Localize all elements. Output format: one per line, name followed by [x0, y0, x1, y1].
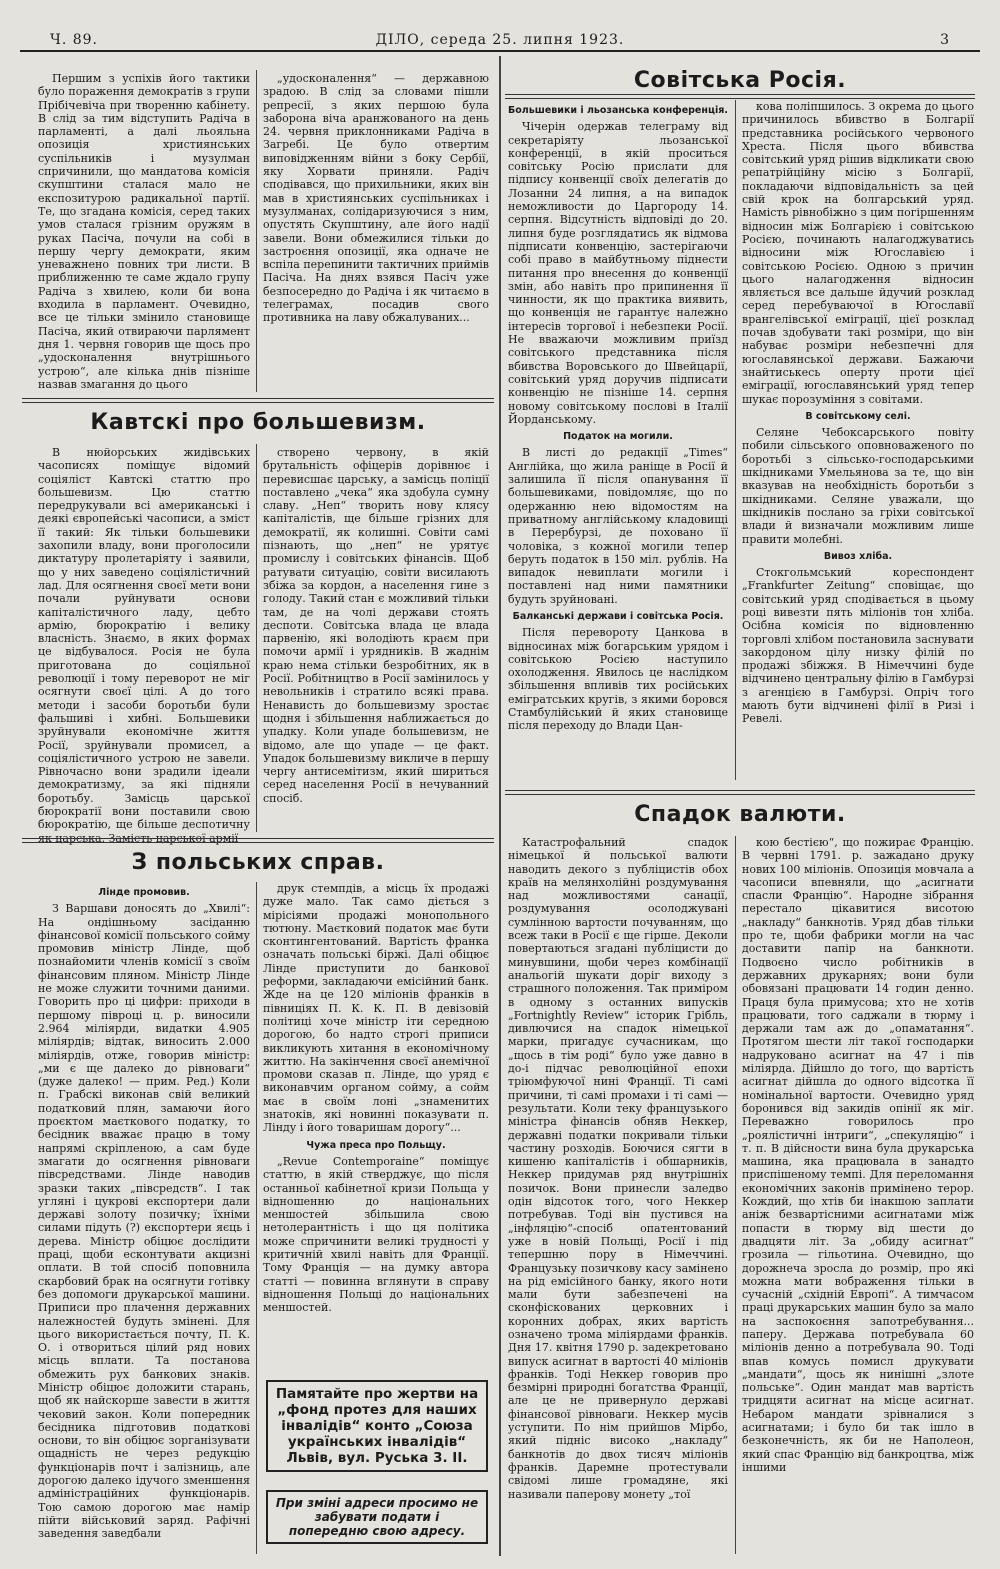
currency-headline: Спадок валюти.	[634, 802, 846, 827]
masthead-title: ДІЛО, середа 25. липня 1923.	[375, 32, 625, 48]
currency-column-1: Катастрофальний спадок німецької й польської валюти наводить декого з публіцистів обох країв на мелянхолійні роздумування над можливостями санації, роздумування осолоджувані сумлінною вартости почуванням, що всеж таки в Росії є ще гірше. Деколи повертаються згадані публіцисти до минувшини, щоби через комбінації анальогій шукати доріг виходу з страшного положення. Так приміром в одному з останних випусків „Fortnightly Review“ історик Грібль, дивлючися на спадок німецької марки, пригадує сучасникам, що „щось в тім рoді“ було уже давно в до-і підчас революційної епохи тріюмфуючої нині Франції. Ті самі причини, ті самі промахи і ті самі — результати. Коли теку французького міністра фінансів обняв Неккер, державні податки покривали тільки частину розходів. Боючися сягти в кишеню капіталістів і обшарників, Неккер придумав ряд внутрішніх позичок. Вони принесли заледво одін відсоток того, чого Неккер потребував. Тоді він пустився на „інфляцію“-спосіб опатентований уже в новій Польщі, Росії і під тепершню пору в Німеччині. Французьку позичкову касу замінено на рід емісійного банку, якого ноти мали бути забезпечені на сконфіскованих церковних і коронних добрах, яких вартість означено трома міліярдами франків. Дня 17. квітня 1790 р. задекретовано випуск асигнат в вартості 40 міліонів франків. Тоді Неккер говорив про безмірні природні богатства Франції, але це не привернуло державі фінансової рівноваги. Неккер мусів уступити. По нім прийшов Мірбо, який підніс високо „накладу“ банкнотів до двох тисяч міліонів франків. Даремне протестували свідомі лише громадяне, які називали паперову монету „тої	[508, 836, 728, 1501]
polish-headline: З польських справ.	[131, 850, 385, 875]
kautsky-headline: Кавтскі про большевизм.	[90, 410, 426, 435]
soviet-subhead-graves: Податок на могили.	[563, 431, 673, 443]
polish-column-2: друк стемпдів, а місць їх продажі дуже мало. Так само діється з мірісіями продажі монопольного тютюну. Маєтковий податок має бути сконтингентований. Вартість франка означать польські біржі. Далі обіцює Лінде приступити до банкової реформи, закладаючи емісійний банк. Жде на це 120 міліонів франків в півниціях П. К. К. П. В девізовій політиці хоче міністр іти середною дорогою, бо надто строгі приписи викликують хитання в економічному життю. На закінчення своєї анемічної промови сказав п. Лінде, що уряд є виконавчим органом сойму, а сойм має в своїм лоні „знаменитих знатоків, які новинні показувати п. Лінду і його товаришам дорогу“... Чужа преса про Польщу. „Revue Contemporaine“ поміщує статтю, в якій стверджує, що після останньої кабінетної кризи Польща у відношенню до національних меншостей збільшила свою нетолерантність і що ця політика може спричинити великі трудності у критичній хвилі навіть для Франції. Тому Франція — на думку автора статті — повинна вглянути в справу відношення Польщі до національних меншостей.	[263, 882, 489, 1315]
issue-number: Ч. 89.	[50, 32, 98, 48]
soviet-column-2: кова поліпшилось. З окрема до цього причинилось вбивство в Болгарії представника російського червоного Хреста. Після цього вбивства совітський уряд рішив відкликати свою репатрійційну місію з Болгарії, покладаючи відповідальність за цей свій крок на болгарський уряд. Намість рівнобіжно з цим погіршенням відносин між Болгарією і совітською Росією, починають налагоджуватись відносини між Югославією і совітською Росією. Одною з причин цього налагодження відносин являється все дальше йдучий розклад серед перебуваючої в Югославії врангелівської еміграції, цієї розклад почав здобувати такі розміри, що він набуває розміри небезпечні для югославянської держави. Бажаючи знайтиськесь оперту проти цієї еміграції, югославянський уряд тепер шукає порозуміння з совітами. В совітському селі. Селяне Чебоксарського повіту побили сільського оповноваженого по боротьбі з сільсько-господарськими шкідниками Умельянова за те, що він вказував на необхідність боротьби з шкідниками. Селяне уважали, що шкідників послано за гріхи совітської влади й визначали можливим лише правити молебні. Вивоз хліба. Стокгольмський кореспондент „Frankfurter Zeitung“ сповіщає, що совітський уряд сподівається в цьому році вивезти пять міліонів тон хліба. Осібна комісія по відновленню торговлі хлібом постановила заснувати закордоном цілу низку філій по продажі збіжжя. В Німеччині буде відчинено центральну філію в Гамбурзі з агенцією в Гамбурзі. Опріч того мають бути відчинені філії в Ризі і Ревелі.	[742, 100, 974, 726]
polish-subhead-press: Чужа преса про Польщу.	[306, 1139, 446, 1151]
kautsky-column-1: В нюйорських жидівських часописях поміщує відомий соціяліст Кавтскі статтю про большевизм. Цю статтю передрукували всі американські і деякі європейські часописи, а зміст її такий: Як тільки большевики захопили владу, вони проголосили диктатуру пролетаріяту і заявили, що у них заведено соціялістичний лад. Для осягнення своєї мети вони почали руйнувати основи капіталістичного ладу, цебто армію, бюрократію і велику власність. Знаємо, в яких формах це відбувалося. Росія не була приготована до соціяльної революції і тому переворот не міг осягнути своєї цілі. А до того методи і засоби боротьби були фальшиві і хибні. Большевики зруйнували економічне життя Росії, зруйнували промисел, а соціялістичного устрою не завели. Рівночасно вони зрадили ідеали демократизму, за які підняли боротьбу. Замісць царської бюрократії вони поставили свою бюрократію, ще більше деспотичну як царська. Замість царської армії	[38, 446, 250, 845]
soviet-subhead-balkans: Балканські держави і совітська Росія.	[512, 610, 724, 622]
soviet-subhead-grain: Вивоз хліба.	[823, 550, 893, 562]
address-change-notice: При зміні адреси просимо не забувати подати і попередню свою адресу.	[266, 1490, 488, 1544]
polish-subhead-linde: Лінде промовив.	[98, 887, 190, 898]
radich-column-1: Першим з успіхів його тактики було пораження демократів з групи Прібічевіча при творенню кабінету. В слід за тим відступить Радіча в парламенті, а далі льояльна опозиція християнських суспільників і музулман спричинили, що мандатова комісія скупштини сталася мало не експозитурою радикальної партії. Те, що згадана комісія, серед таких умов сталася грізним оружям в руках Пасіча, почули на собі в першу чергу демократи, яким уневажнено повних три листи. В приближенню те саме ждало групу Радіча з хвилею, коли би вона входила в парламент. Очевидно, все це тільки змінило становище Пасіча, який отвираючи парлямент дня 1. червня говорив ще щось про „удосконалення внутрішнього устрою“, але кілька днів пізніше назвав змагання до цього	[38, 72, 250, 391]
page-number: 3	[940, 32, 950, 48]
soviet-column-1: Большевики і льозанська конференція. Чічерін одержав телеграму від секретаріяту льозанської конференції, в якій проситься совітську Росію прислати для підпису конвенції своїх делегатів до Лозанни 24 липня, а на випадок неможливости до Царгороду 14. серпня. Відсутність відповіді до 20. липня буде розглядатись як відмова підписати конвенцію, застерігаючи собі право в майбутньому піднести питання про внесення до конвенції змін, або навіть про припинення її чинности, як що практика виявить, що конвенція не гарантує належно інтересів торгової і небезпеки Росії. Не вважаючи можливим приїзд совітського представника після вбивства Воровського до Швейцарії, совітський уряд доручив підписати конвенцію не пізніше 14. серпня новому совітському послові в Італії Йорданському. Податок на могили. В листі до редакції „Times“ Англійка, що жила раніще в Росії й залишила її після опанування її большевиками, повідомляє, що по одержанню нею відомостям на приватному англійському кладовищі в Перербурзі, де поховано її чоловіка, з кожної могили тепер беруть податок в 150 міл. рублів. На випадок невиплати могили і поставлені над ними памятники будуть зруйновані. Балканські держави і совітська Росія. Після перевороту Цанкова в відносинах між богарським урядом і совітською Росією наступило охолодження. Явилось це наслідком збільшення впливів тих російських емігратських кругів, з якими боровся Стамбулійський й яких становище після переходу до Влади Цан-	[508, 105, 728, 733]
soviet-headline: Совітська Росія.	[633, 68, 847, 93]
polish-column-1: Лінде промовив. З Варшави доносять до „Хвилі“: На ондішньому засіданню фінансової комісії польського сойму промовив міністр Лінде, щоб познайомити членів комісії з своїм фінансовим пляном. Міністр Лінде не може служити точними даними. Говорить про ці цифри: приходи в першому півроці ц. р. виносили 2.964 міліярди, видатки 4.905 міліярдів; відтак, виносить 2.000 міліярдів, отже, говорив міністр: „ми є ще далеко до рівноваги“ (дуже далеко! — прим. Ред.) Коли п. Грабскі виконав свій великий податковий плян, замаючи його проєктом маєткового податку, то бесідник вважає працю в тому напрямі скріпленою, а сам буде змагати до осягнення рівноваги півсредствами. Лінде наводив зразки таких „півсредств“. І так угляні і цукрові експортери дали державі золоту позичку; їхніми силами підуть (?) експортери яєць і дерева. Міністр обіцює дослідити праці, щоби есконтувати акцизні оплати. В той спосіб поповнила скарбовий брак на осягнути готівку без допомоги друкарської машини. Приписи про плачення державних належностей будуть змінені. Для цього використається почту, П. К. О. і отвориться цілий ряд нових місць вплати. Та постанова обмежить рух банкових знаків. Міністр обіцює доложити старань, щоб як найскорше завести в життя чековий закон. Коли попередник бесідника підготовив податкові основи, то він обіцює зорганізувати ощадність не через редукцію функціонарів почт і залізниць, але дорогою далеко ідучого зменшення адміністраційних функціонарів. Тою самою дорогою має намір пійти військовий заряд. Рафічні заведення заведбали	[38, 887, 250, 1541]
invalids-fund-notice: Памятайте про жертви на „фонд протез для наших інвалідів“ конто „Союза українських інвалідів“ Львів, вул. Руська 3. II.	[266, 1380, 488, 1472]
soviet-subhead-village: В совітському селі.	[805, 410, 911, 422]
masthead	[20, 28, 980, 52]
radich-column-2: „удосконалення“ — державною зрадою. В слід за словами пішли репресії, з яких першою була заборона віча аранжованого на день 24. червня приклонниками Радіча в Загребі. Це було отвертим виповідженням війни з боку Сербії, яку Хорвати приняли. Радіч сподівався, що прихильники, яких він мав в християнських суспільниках і музулманах, солідаризуючися з ним, опустять Скупштину, але його надії завели. Вони обмежилися тільки до застроєння опозиції, яка одначе не вспіла перепинити тактичних приймів Пасіча. На днях взявся Пасіч уже безпосередно до Радіча і як читаємо в телеграмах, посадив свого противника на лаву обжалуваних...	[263, 72, 489, 325]
currency-column-2: кою бестією“, що пожирає Францію. В червні 1791. р. зажадано друку нових 100 міліонів. Опозиція мовчала а часописи впевняли, що „асигнати спасли Францію“. Народне зібрання перестало цікавитися висотою „накладу“ банкнотів. Уряд дбав тільки про те, щоби фабрики могли на час доставити папір на банкноти. Подвоєно число робітників в державних друкарнях; вони були обовязані працювати 14 годин денно. Праця була примусова; хто не хотів працювати, того саджали в тюрму і держали там аж до „опаматання“. Протягом шести літ такої господарки надруковано асигнат на 47 і пів міліярда. Дійшло до того, що вартість асигнат дійшла до одного відсотка її номінальної вартости. Очевидно уряд боронився від закидів опінії як міг. Переважно говорилось про „роялістичні інтриги“, „спекуляцію“ і т. п. В дійсности вина була друкарська машина, яка працювала в занадто приспішеному темпі. Для переломання економічних законів примінено терор. Кождий, що хтів би інакшою заплати аніж безвартісними асигнатами між попасти в тюрму від шести до двадцяти літ. За „обиду асигнат“ грозила — гільотина. Очевидно, що дорожнеча зросла до розмір, про які можна мати вображення тільки в сучасній „східній Европі“. А тимчасом праці друкарських машин було за мало на заспокоєння запотребування... паперу. Держава потребувала 60 міліонів денно а потребувала 90. Тоді впав комусь помисл друкувати „мандати“, щось як нинішні „злоте польське“. Один мандат мав вартість тридцяти асигнат на місце асигнат. Небаром мандати зрівналися з асигнатами; і було би так ішло в безконечність, як би не Наполеон, який спас Францію від банкроцтва, між іншими	[742, 836, 974, 1474]
soviet-subhead-lausanne: Большевики і льозанська конференція.	[508, 105, 728, 116]
kautsky-column-2: створено червону, в якій брутальність офіцерів дорівнює і перевисшає царську, а замісць поліції поставлено „чека“ яка здобула сумну славу. „Неп“ творить нову клясу капіталістів, ще більше грізних для демократії, як колишні. Совіти самі пізнають, що „неп“ не урятує промислу і совітських фінансів. Щоб ратувати ситуацію, совіти висилають збіжа за кордон, а населення гине з голоду. Такий стан є можливий тільки там, де на чолі держави стоять деспоти. Совітська влада це влада парвенію, які володіють краєм при помочи армії і урядників. В жаднім краю нема стільки безробітних, як в Росії. Робітництво в Росії замінилось у невольників і стратило всякі права. Ненависть до большевизму зростає щодня і збільшення наближається до упадку. Коли упаде большевизм, не відомо, але що упаде — це факт. Упадок большевизму викличе в першу чергу антисемітизм, який шириться серед населення Росії в нечуванний спосіб.	[263, 446, 489, 805]
